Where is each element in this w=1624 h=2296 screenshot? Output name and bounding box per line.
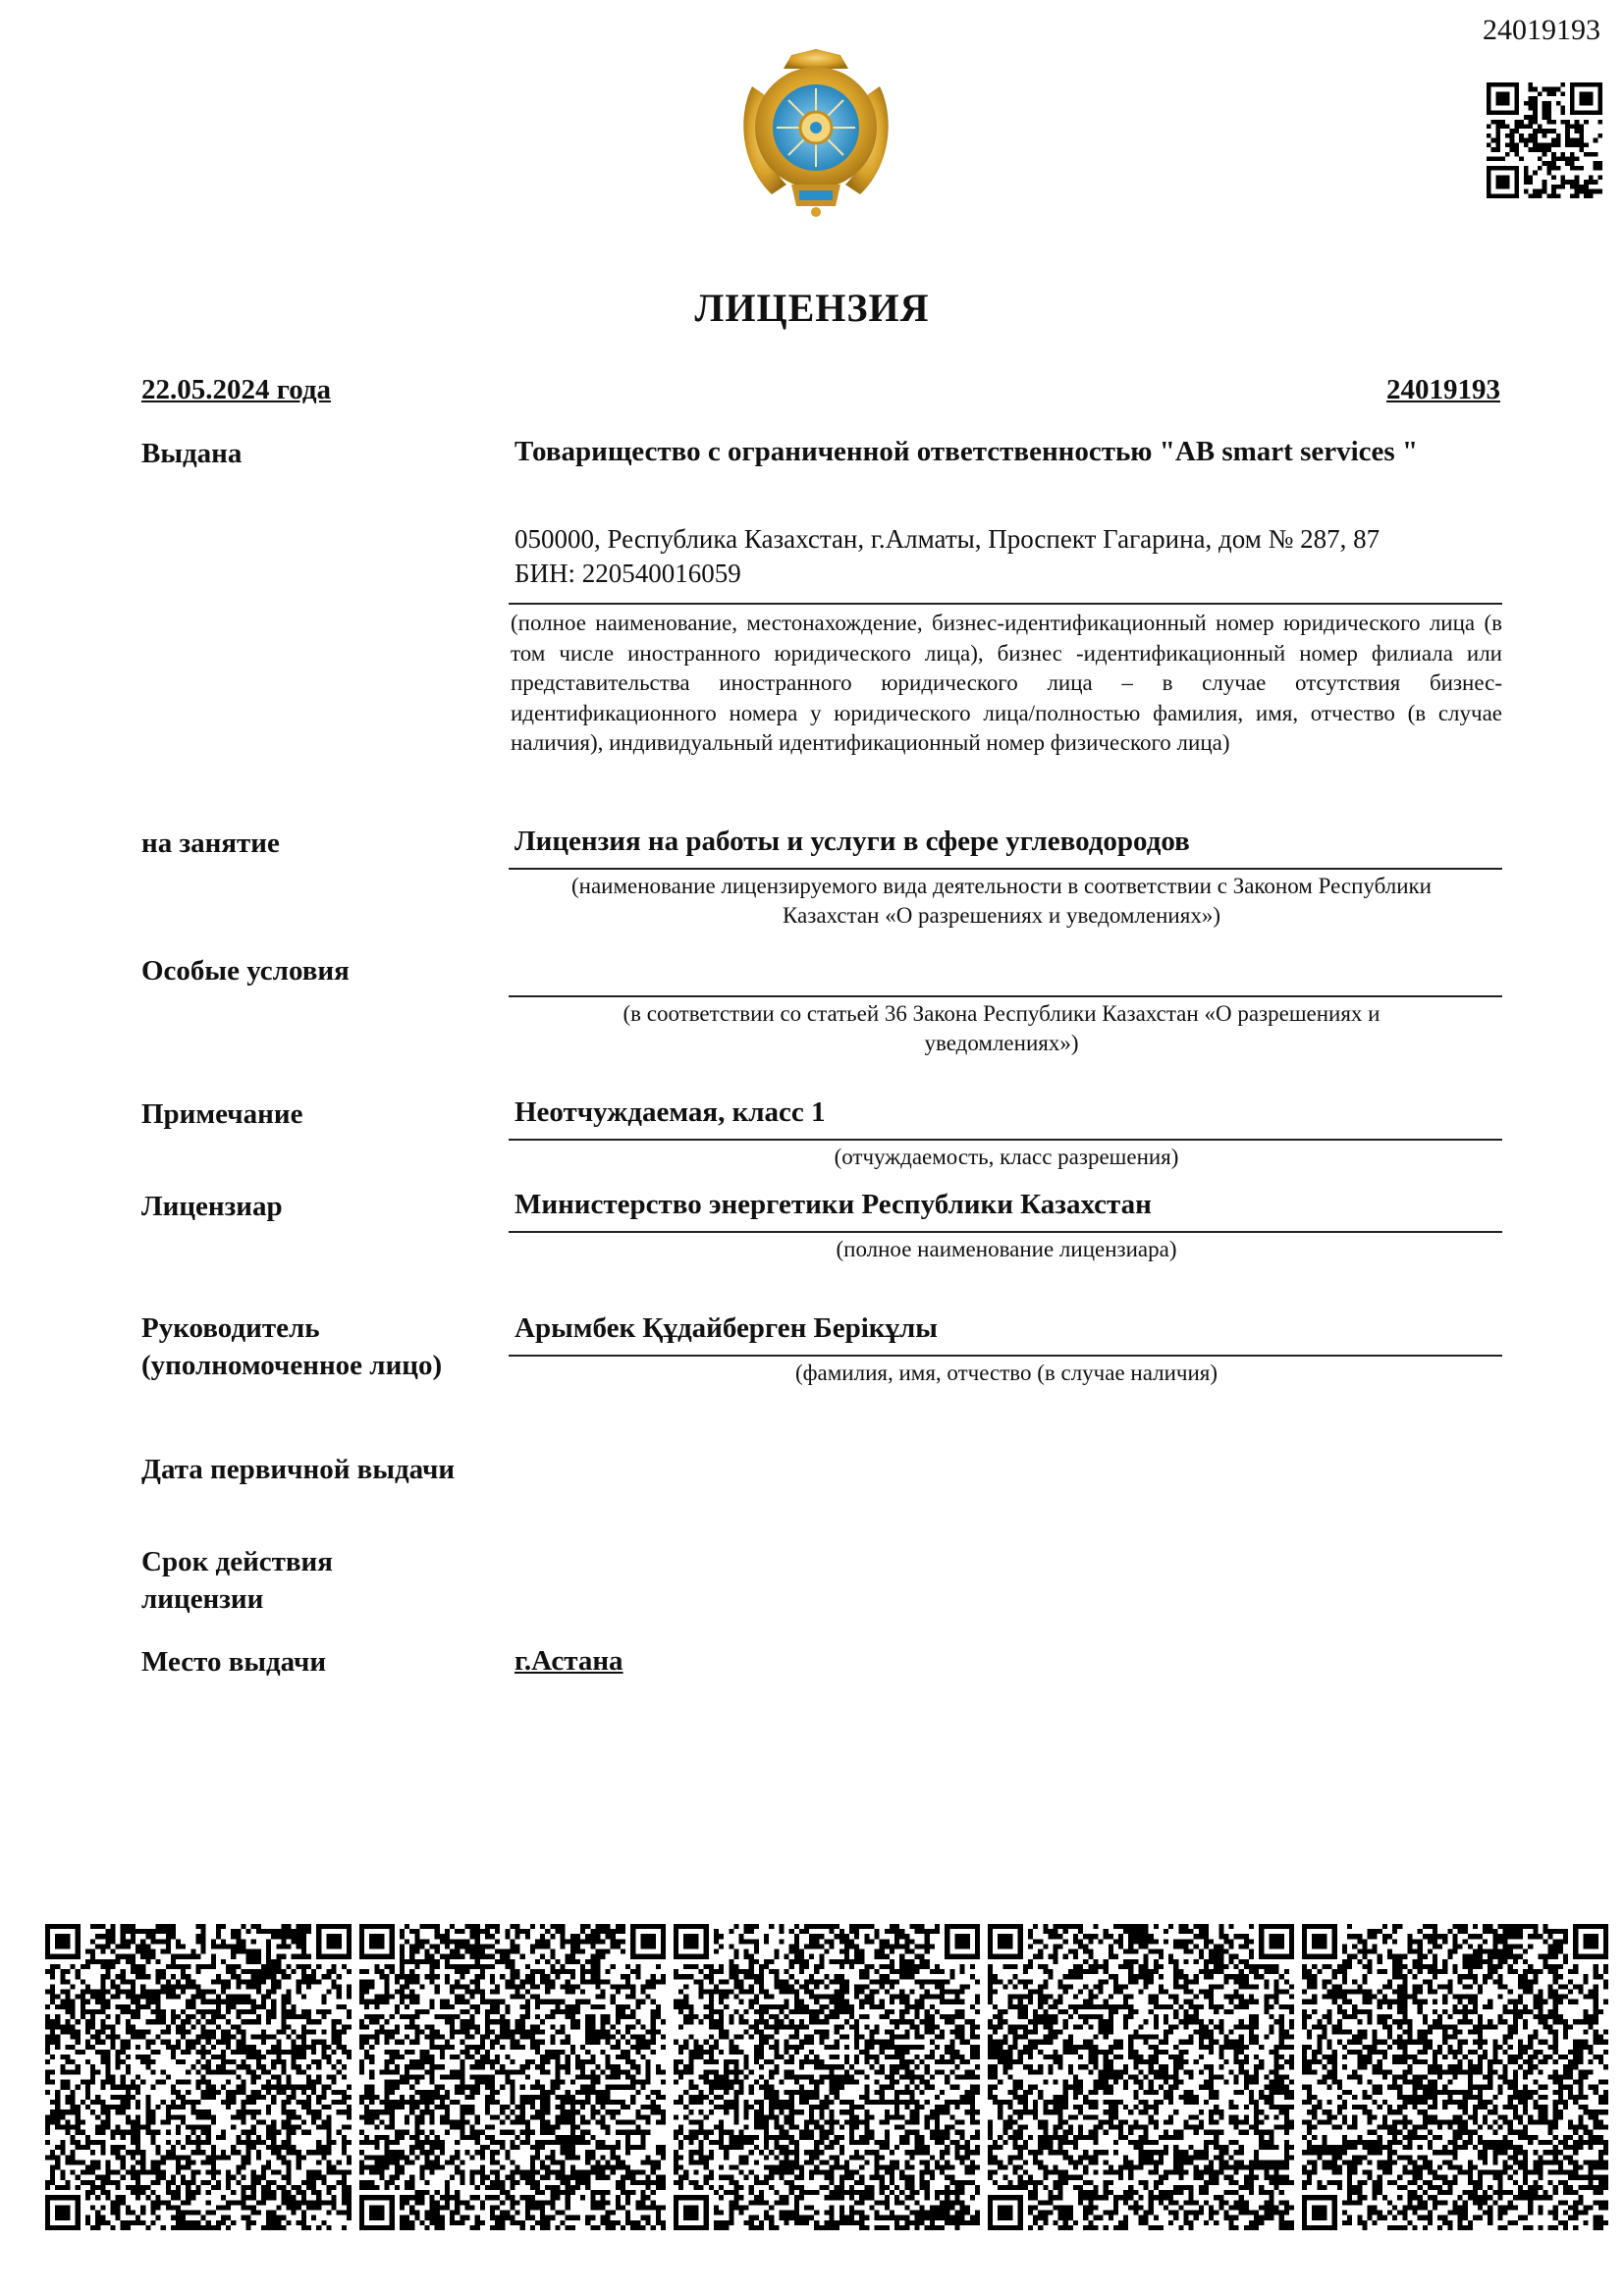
qr-code-icon xyxy=(1302,1924,1608,2230)
activity-label: на занятие xyxy=(141,828,280,859)
qr-code-icon xyxy=(988,1924,1294,2230)
head-label-line-2: (уполномоченное лицо) xyxy=(141,1350,443,1381)
issued-address: 050000, Республика Казахстан, г.Алматы, Проспект Гагарина, дом № 287, 87 xyxy=(514,524,1380,554)
qr-code-icon xyxy=(674,1924,980,2230)
head-label xyxy=(141,1309,442,1384)
licensor-note: (полное наименование лицензиара) xyxy=(836,1237,1177,1261)
licensor-value: Министерство энергетики Республики Казахстан xyxy=(514,1189,1152,1220)
place-label: Место выдачи xyxy=(141,1646,327,1678)
special-conditions-label: Особые условия xyxy=(141,955,350,987)
state-emblem-icon xyxy=(732,47,899,219)
issued-label: Выдана xyxy=(141,438,243,469)
first-issue-label: Дата первичной выдачи xyxy=(141,1454,456,1485)
document-title: ЛИЦЕНЗИЯ xyxy=(694,286,930,330)
divider xyxy=(509,603,1502,605)
head-label-line-1: Руководитель xyxy=(141,1312,320,1344)
special-conditions-note: (в соответствии со статьей 36 Закона Республики Казахстан «О разрешениях и уведомлениях») xyxy=(623,1001,1380,1055)
qr-code-icon xyxy=(1487,82,1602,198)
validity-label xyxy=(141,1543,333,1618)
activity-value: Лицензия на работы и услуги в сфере углеводородов xyxy=(514,826,1190,857)
divider xyxy=(509,995,1502,997)
qr-code-icon xyxy=(45,1924,352,2230)
divider xyxy=(509,868,1502,870)
activity-note: (наименование лицензируемого вида деятельности в соответствии с Законом Республики Казахстан «О разрешениях и уведомлениях») xyxy=(571,874,1432,928)
divider xyxy=(509,1231,1502,1233)
issue-date: 22.05.2024 года xyxy=(141,374,332,405)
head-note: (фамилия, имя, отчество (в случае наличия) xyxy=(794,1361,1218,1385)
remark-note: (отчуждаемость, класс разрешения) xyxy=(834,1145,1179,1169)
head-value: Арымбек Құдайберген Берікұлы xyxy=(514,1312,938,1344)
remark-value: Неотчуждаемая, класс 1 xyxy=(514,1096,826,1128)
remark-label: Примечание xyxy=(141,1098,303,1130)
issued-name: Товарищество с ограниченной ответственностью "AB smart services " xyxy=(514,436,1419,467)
validity-label-line-1: Срок действия xyxy=(141,1546,333,1577)
validity-label-line-2: лицензии xyxy=(141,1583,264,1615)
registration-number: 24019193 xyxy=(1386,374,1500,405)
document-number-top: 24019193 xyxy=(1483,14,1600,46)
issued-note: (полное наименование, местонахождение, бизнес-идентификационный номер юридического лица (в том числе иностранного юридического лица), бизнес -идентификационный номер филиала или представительства иностранного юридического лица – в случае отсутствия бизнес-идентификационного номера у юридического лица/полностью фамилия, имя, отчество (в случае наличия), индивидуальный идентификационный номер физического лица) xyxy=(511,611,1502,755)
licensor-label: Лицензиар xyxy=(141,1191,283,1222)
divider xyxy=(509,1139,1502,1141)
qr-code-strip xyxy=(45,1924,1616,2238)
place-value: г.Астана xyxy=(514,1645,623,1677)
issued-bin: БИН: 220540016059 xyxy=(514,559,741,588)
qr-code-icon xyxy=(359,1924,666,2230)
divider xyxy=(509,1355,1502,1357)
